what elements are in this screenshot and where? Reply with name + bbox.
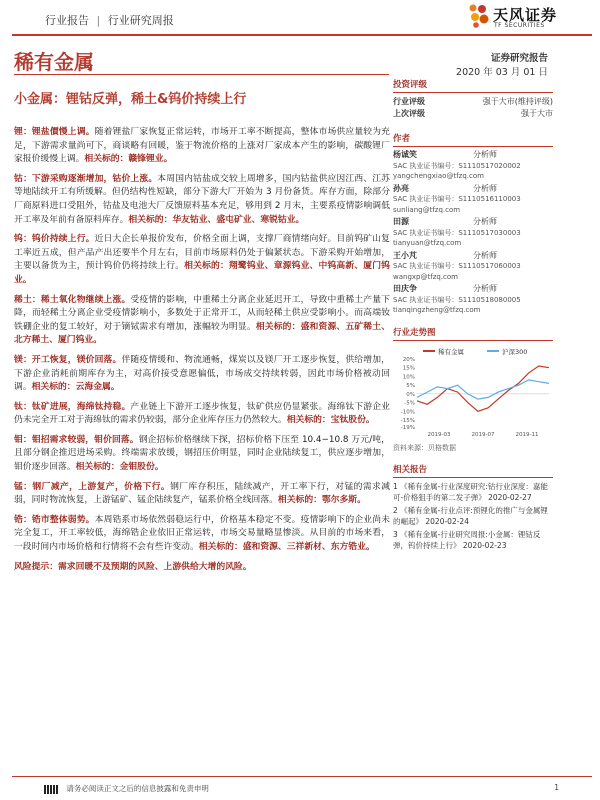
analyst-entry: 杨诚笑 分析师 SAC 执业证书编号：S1110517020002 yangchengxiao@tfzq.com <box>393 150 521 180</box>
risk-warning: 风险提示：需求回暖不及预期的风险、上游供给大增的风险。 <box>14 561 252 572</box>
report-headline: 小金属：锂钴反弹，稀土&钨价持续上行 <box>14 92 247 107</box>
body-paragraph: 锂：锂盐價慢上调。随着锂盐厂家恢复正常运转，市场开工率不断提高，整体市场供应量较为充足，下游需求量尚可下，商谈略有回暖，鉴于物流价格的上涨对厂家成本产生的影响，碳酸锂厂家报价缓慢上调。相关标的：赣锋锂业。 <box>14 127 390 165</box>
legend-label: 稀有金属 <box>438 347 464 356</box>
trend-chart-svg <box>393 345 553 441</box>
breadcrumb-weekly: 行业研究周报 <box>107 14 174 27</box>
brand-name-en: TF SECURITIES <box>494 22 545 29</box>
x-tick-label: 2019-07 <box>471 431 495 438</box>
related-title: 相关报告 <box>393 463 553 478</box>
rating-value: 强于大市(维持评级) <box>482 97 553 106</box>
body-paragraph: 锰：钢厂减产，上游复产，价格下行。钢厂库存积压，陆续减产，开工率下行，对锰的需求减弱，同时物流恢复，上游锰矿、锰企陆续复产，锰系价格全线回落。相关标的：鄂尔多斯。 <box>14 481 390 506</box>
y-tick-label: 0% <box>406 391 415 398</box>
x-tick-label: 2019-03 <box>427 431 451 438</box>
body-paragraph: 锆：锆市整体弱势。本周锆系市场依然弱稳运行中，价格基本稳定不变。疫情影响下的企业尚未完全复工，开工率较低，海绵锆企业依旧正常运转，市场交易量略显惨淡。从目前的市场来看，一段时间内市场价格和行情将不会有些许变动。相关标的：盛和资源、三祥新材、东方锆业。 <box>14 514 390 553</box>
y-tick-label: -19% <box>400 424 415 431</box>
report-date: 2020 年 03 月 01 日 <box>456 67 548 78</box>
rating-row <box>393 96 553 108</box>
rating-title: 投资评级 <box>393 78 553 93</box>
header-divider <box>12 34 592 36</box>
report-type: 证券研究报告 <box>490 53 548 64</box>
footer <box>44 783 559 794</box>
series-line <box>417 366 549 411</box>
page-number: 1 <box>554 783 559 792</box>
series-line <box>417 379 549 398</box>
trend-title: 行业走势图 <box>393 326 553 341</box>
industry-trend-chart <box>393 345 553 441</box>
tf-securities-logo-icon <box>468 4 490 28</box>
y-tick-label: -5% <box>404 400 415 407</box>
y-tick-label: 5% <box>406 382 415 389</box>
authors-title: 作者 <box>393 132 553 147</box>
body-paragraph: 钨：钨价持续上行。近日大企长单报价发布，价格全面上调，支撑厂商情绪向好。目前钨矿山复工率近五成，但产品产出还要半个月左右，目前市场原料仍处于偏紧状态。下游采购开始增加，主要以备货为主，预计钨价仍将持续上行。相关标的：翔鹭钨业、章源钨业、中钨高新、厦门钨业。 <box>14 234 390 285</box>
prev-rating-label: 上次评级 <box>393 109 425 118</box>
chart-source: 资料来源：贝格数据 <box>393 443 456 452</box>
prev-rating-value: 强于大市 <box>521 109 553 118</box>
brand-logo <box>468 0 588 34</box>
x-tick-label: 2019-11 <box>515 431 539 438</box>
y-tick-label: -10% <box>400 408 415 415</box>
y-tick-label: -15% <box>400 417 415 424</box>
analyst-entry: 孙亮 分析师 SAC 执业证书编号：S1110516110003 sunliang@tfzq.com <box>393 183 521 214</box>
footer-disclaimer: 请务必阅读正文之后的信息披露和免责申明 <box>66 784 209 793</box>
related-report-link[interactable]: 3 《稀有金属-行业研究周报:小金属：锂钴反弹，钨价持续上行》 2020-02-23 <box>393 529 541 550</box>
rating-label: 行业评级 <box>393 97 425 106</box>
related-reports <box>393 481 553 551</box>
related-report-link[interactable]: 2 《稀有金属-行业点评:预锂化的推广与金属锂的崛起》 2020-02-24 <box>393 505 548 526</box>
qr-code-icon <box>44 785 58 794</box>
analyst-entry: 王小芃 分析师 SAC 执业证书编号：S1110517060003 wangxp@tfzq.com <box>393 250 521 281</box>
title-divider <box>14 74 389 75</box>
y-tick-label: 10% <box>402 373 415 380</box>
body-paragraph: 钼：钼招需求较弱，钼价回落。钢企招标价格继续下探，招标价格下压至 10.4−10.8 万元/吨，且部分钢企推迟进场采购。终端需求放缓，钢招压价明显，同时企业陆续复工，供应逐步增加，钼价逐步回落。相关标的：金钼股份。 <box>14 434 390 473</box>
legend-label: 沪深300 <box>502 347 528 356</box>
prev-rating-row <box>393 108 553 120</box>
related-report-link[interactable]: 1 《稀有金属-行业深度研究:钴行业深度：嘉能可-价格狙手的第二发子弹》 2020-02-27 <box>393 481 548 502</box>
breadcrumb-industry-report: 行业报告 <box>45 14 89 27</box>
y-tick-label: 15% <box>402 365 415 372</box>
body-paragraph: 稀土：稀土氧化物继续上涨。受疫情的影响，中重稀土分离企业延迟开工，导致中重稀土产量下降，而轻稀土分离企业受疫情影响小，多数处于正常开工，从而轻稀土供应受影响小。而高端钕铁硼企业的复工较好，对于镝铽需求有增加，涨幅较为明显。相关标的：盛和资源、五矿稀土、北方稀土、厦门钨业。 <box>14 294 390 346</box>
industry-title: 稀有金属 <box>14 50 94 74</box>
y-tick-label: 20% <box>402 356 415 363</box>
footer-divider <box>12 776 592 777</box>
body-paragraph: 钴：下游采购逐渐增加，钴价上涨。本周国内钴盐成交较上周增多，国内钴盐供应因江西、江苏等地陆续开工有所缓解。但仍结构性短缺，部分下游大厂开始为 3 月份备货。库存方面，除部分厂商原料进口受阻外，钴盐及电池大厂反馈原料基本充足，够用到 2 月末，主要系疫情影响调低开工率及年前有备原料库存。相关标的：华友钴业、盛屯矿业、寒锐钴业。 <box>14 173 390 225</box>
analyst-entry: 田源 分析师 SAC 执业证书编号：S1110517030003 tianyuan@tfzq.com <box>393 217 521 247</box>
breadcrumb-separator: | <box>96 14 101 27</box>
analyst-entry: 田庆争 分析师 SAC 执业证书编号：S1110518080005 tianqingzheng@tfzq.com <box>393 284 521 314</box>
sidebar <box>393 78 553 553</box>
body-paragraph: 钛：钛矿进展，海绵钛持稳。产业链上下游开工逐步恢复，钛矿供应仍显紧张。海绵钛下游企业仍未完全开工对于海绵钛的需求仍较弱，部分企业库存压力仍然较大。相关标的：宝钛股份。 <box>14 401 390 426</box>
brand-name: 天风证券 <box>493 6 558 24</box>
body-paragraph: 镁：开工恢复，镁价回落。伴随疫情缓和、物流通畅，煤炭以及镁厂开工逐步恢复，供给增加，下游企业消耗前期库存为主，对高价接受意愿偏低，市场成交持续转弱，因此市场价格被动回调。相关标的：云海金属。 <box>14 354 390 393</box>
report-body <box>14 126 390 580</box>
